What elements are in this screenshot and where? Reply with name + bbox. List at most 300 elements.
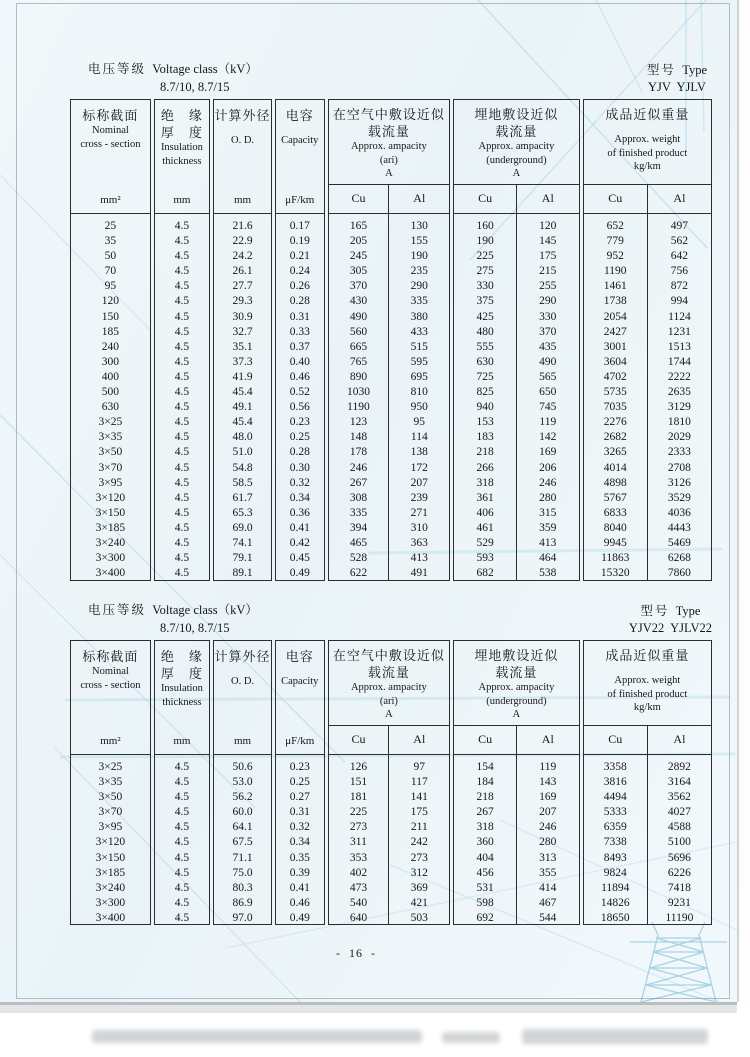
cell: 4.5 <box>174 821 190 834</box>
cell: 3265 <box>603 446 627 459</box>
cell: 3×95 <box>98 476 123 489</box>
cell: 1231 <box>667 325 691 338</box>
voltage-class-caption-1 <box>88 60 258 96</box>
cell: 45.4 <box>232 416 253 429</box>
col-capacity <box>275 99 325 581</box>
cell: 114 <box>410 431 428 444</box>
cell: 225 <box>349 806 368 819</box>
cell: 1513 <box>667 340 691 353</box>
cell: 4.5 <box>174 220 190 232</box>
cell: 120 <box>101 295 120 308</box>
cell: 994 <box>670 295 689 308</box>
cell: 169 <box>539 446 557 459</box>
type-label-zh: 型号 <box>640 604 670 618</box>
cell: 1744 <box>667 355 691 368</box>
cell: 950 <box>410 401 428 414</box>
cell: 4014 <box>603 461 627 474</box>
cell: 242 <box>410 836 428 849</box>
cell: 138 <box>410 446 428 459</box>
col-title-en: thickness <box>162 696 202 708</box>
cell: 246 <box>539 821 557 834</box>
col-header <box>276 100 324 214</box>
cell: 15320 <box>600 567 630 580</box>
cell: 271 <box>410 506 428 519</box>
cell: 239 <box>410 491 428 504</box>
cell: 3×150 <box>95 506 126 519</box>
cell: 0.32 <box>289 821 310 834</box>
subheader <box>454 185 578 213</box>
col-title-en: Nominal <box>92 125 129 136</box>
cell: 318 <box>476 821 494 834</box>
col-title-en: cross - section <box>80 138 141 150</box>
col-data <box>454 214 517 580</box>
cell: 175 <box>539 250 557 263</box>
col-od <box>213 99 272 581</box>
cell: 360 <box>476 836 494 849</box>
cell: 3358 <box>603 761 627 773</box>
cell: 64.1 <box>232 821 253 834</box>
voltage-label-en: Voltage class（kV） <box>152 62 258 76</box>
col-title-en: (underground) <box>486 695 547 707</box>
cell: 4.5 <box>174 355 190 368</box>
cell: 3164 <box>667 776 691 789</box>
cell: 4.5 <box>174 896 190 909</box>
cell: 0.25 <box>289 431 310 444</box>
col-title-zh: 标称截面 <box>82 649 139 664</box>
col-data-pair <box>329 755 450 924</box>
cell: 215 <box>539 265 557 278</box>
col-data <box>214 755 271 924</box>
cell: 95 <box>104 280 117 293</box>
col-header <box>329 641 450 755</box>
cell: 11863 <box>601 552 630 565</box>
cell: 0.41 <box>289 521 310 534</box>
cell: 3129 <box>667 401 691 414</box>
cell: 160 <box>476 220 494 232</box>
cell: 53.0 <box>232 776 253 789</box>
cell: 178 <box>349 446 368 459</box>
cell: 2427 <box>603 325 627 338</box>
cell: 24.2 <box>232 250 253 263</box>
type-caption-2 <box>629 603 712 637</box>
subcol-cu: Cu <box>584 726 648 754</box>
cell: 0.39 <box>289 866 310 879</box>
col-data <box>276 755 324 924</box>
cell: 2635 <box>667 386 691 399</box>
cell: 3529 <box>667 491 691 504</box>
cell: 560 <box>349 325 368 338</box>
cell: 4.5 <box>174 491 190 504</box>
scan-smudge <box>522 1029 708 1044</box>
subcol-cu: Cu <box>454 185 517 213</box>
col-title-en: (ari) <box>379 154 398 166</box>
col-data <box>329 755 390 924</box>
cell: 50 <box>104 250 117 263</box>
cell: 8493 <box>603 851 627 864</box>
col-title-en: of finished product <box>607 147 688 159</box>
col-weight <box>583 99 712 581</box>
col-data <box>584 755 648 924</box>
cell: 2892 <box>667 761 691 773</box>
col-data <box>71 755 150 924</box>
group-title <box>584 100 711 185</box>
group-title <box>329 641 450 726</box>
cell: 211 <box>410 821 428 834</box>
type-label-line <box>629 603 712 620</box>
cell: 37.3 <box>232 355 253 368</box>
cell: 95 <box>413 416 426 429</box>
cell: 153 <box>476 416 494 429</box>
cell: 190 <box>410 250 428 263</box>
cell: 266 <box>476 461 494 474</box>
col-title-en: Approx. ampacity <box>478 682 555 693</box>
voltage-class-line <box>88 601 258 619</box>
col-title-en: A <box>385 709 393 720</box>
cell: 363 <box>410 536 428 549</box>
col-title-zh: 成品近似重量 <box>605 107 690 122</box>
col-data <box>389 755 449 924</box>
col-title-en: A <box>512 709 521 720</box>
col-cross-section <box>70 99 151 581</box>
cell: 4.5 <box>174 776 190 789</box>
cell: 0.46 <box>289 370 310 383</box>
cell: 425 <box>476 310 494 323</box>
cell: 538 <box>539 567 557 580</box>
cell: 394 <box>349 521 368 534</box>
cell: 71.1 <box>232 851 253 864</box>
cell: 4898 <box>603 476 627 489</box>
cell: 29.3 <box>232 295 253 308</box>
subcol-cu: Cu <box>329 185 390 213</box>
cell: 74.1 <box>232 536 253 549</box>
col-data <box>517 214 579 580</box>
cell: 0.25 <box>289 776 310 789</box>
voltage-class-line <box>88 60 258 78</box>
cell: 41.9 <box>232 370 253 383</box>
cell: 4.5 <box>174 446 190 459</box>
col-title-en: kg/km <box>633 161 661 172</box>
col-title-zh: 标称截面 <box>82 108 139 123</box>
cell: 359 <box>539 521 557 534</box>
col-header <box>71 641 150 755</box>
cell: 117 <box>410 776 428 789</box>
cell: 414 <box>539 881 557 894</box>
col-title-en: Approx. ampacity <box>350 141 427 152</box>
cell: 3×35 <box>98 776 123 789</box>
cell: 4443 <box>667 521 691 534</box>
col-data <box>584 214 648 580</box>
cell: 665 <box>349 340 368 353</box>
cell: 3×400 <box>95 911 126 924</box>
cell: 0.33 <box>289 325 310 338</box>
col-title-en: Approx. weight <box>614 675 681 686</box>
col-header <box>214 641 271 755</box>
col-header <box>454 641 578 755</box>
cell: 267 <box>476 806 494 819</box>
cell: 218 <box>476 446 494 459</box>
col-unit: mm <box>173 194 191 206</box>
cell: 246 <box>539 476 557 489</box>
cell: 400 <box>101 370 120 383</box>
cell: 58.5 <box>232 476 253 489</box>
col-unit: mm <box>233 194 252 206</box>
cell: 3816 <box>603 776 627 789</box>
type-value: YJV YJLV <box>648 80 706 94</box>
cell: 555 <box>476 340 494 353</box>
cell: 4.5 <box>174 836 190 849</box>
cell: 4.5 <box>174 461 190 474</box>
cell: 3×150 <box>95 851 126 864</box>
cell: 126 <box>349 761 368 773</box>
cell: 0.26 <box>289 280 310 293</box>
cell: 312 <box>410 866 428 879</box>
cell: 4.5 <box>174 552 190 565</box>
cell: 3001 <box>603 340 627 353</box>
cell: 0.31 <box>289 806 310 819</box>
cell: 246 <box>349 461 368 474</box>
col-title-en: Capacity <box>281 135 319 146</box>
cell: 154 <box>476 761 494 773</box>
group-title <box>584 641 711 726</box>
cell: 35 <box>104 235 117 248</box>
col-title-zh: 载流量 <box>495 124 538 139</box>
cell: 4.5 <box>174 265 190 278</box>
voltage-value: 8.7/10, 8.7/15 <box>160 80 230 94</box>
cell: 5469 <box>667 536 691 549</box>
cell: 1810 <box>667 416 691 429</box>
cell: 4.5 <box>174 866 190 879</box>
cell: 235 <box>410 265 428 278</box>
cell: 695 <box>410 370 428 383</box>
cell: 540 <box>349 896 368 909</box>
cell: 491 <box>410 567 428 580</box>
cell: 22.9 <box>232 235 253 248</box>
col-title-zh: 载流量 <box>367 665 410 680</box>
spec-table-yjv <box>70 99 712 581</box>
col-header <box>454 100 578 214</box>
col-title-zh: 电容 <box>285 108 314 123</box>
col-title-zh: 载流量 <box>367 124 410 139</box>
cell: 461 <box>476 521 494 534</box>
col-header <box>329 100 450 214</box>
cell: 465 <box>349 536 368 549</box>
scan-smudge <box>442 1032 500 1043</box>
cell: 245 <box>349 250 368 263</box>
subcol-cu: Cu <box>584 185 648 213</box>
subcol-al: Al <box>413 191 426 205</box>
col-header <box>155 100 209 214</box>
cell: 70 <box>104 265 117 278</box>
cell: 6268 <box>667 552 691 565</box>
cell: 280 <box>539 491 557 504</box>
cell: 529 <box>476 536 494 549</box>
cell: 952 <box>606 250 624 263</box>
cell: 275 <box>476 265 494 278</box>
cell: 0.46 <box>289 896 310 909</box>
cell: 184 <box>476 776 494 789</box>
type-caption-1 <box>647 62 707 96</box>
cell: 8040 <box>603 521 627 534</box>
cell: 267 <box>349 476 368 489</box>
cell: 598 <box>476 896 494 909</box>
cell: 280 <box>539 836 557 849</box>
cell: 380 <box>410 310 428 323</box>
type-label-en: Type <box>675 604 701 618</box>
col-data-pair <box>329 214 450 580</box>
cell: 9945 <box>603 536 627 549</box>
cell: 7035 <box>603 401 627 414</box>
col-title-zh: 厚 度 <box>160 125 203 140</box>
cell: 3×70 <box>98 461 123 474</box>
cell: 2333 <box>667 446 691 459</box>
cell: 4027 <box>667 806 691 819</box>
voltage-class-caption-2 <box>88 601 258 637</box>
cell: 0.21 <box>289 250 310 263</box>
cell: 0.24 <box>289 265 310 278</box>
cell: 500 <box>101 386 120 399</box>
col-title-zh: 埋地敷设近似 <box>474 107 559 122</box>
cell: 3×185 <box>95 521 126 534</box>
page-shadow <box>0 1005 737 1013</box>
cell: 3×400 <box>95 567 126 580</box>
subcol-al: Al <box>541 191 554 205</box>
cell: 456 <box>476 866 494 879</box>
cell: 7338 <box>603 836 627 849</box>
cell: 0.28 <box>289 446 310 459</box>
col-title-zh: 在空气中敷设近似 <box>332 648 445 663</box>
col-header <box>584 641 711 755</box>
cell: 330 <box>476 280 494 293</box>
cell: 430 <box>349 295 368 308</box>
cell: 3×70 <box>98 806 123 819</box>
cell: 150 <box>101 310 120 323</box>
group-title <box>454 641 578 726</box>
cell: 4036 <box>667 506 691 519</box>
cell: 21.6 <box>232 220 253 232</box>
cell: 123 <box>349 416 368 429</box>
cell: 0.31 <box>289 310 310 323</box>
col-air-ampacity <box>328 99 451 581</box>
cell: 3×185 <box>95 866 126 879</box>
col-underground-ampacity <box>453 99 579 581</box>
page-edge <box>737 0 739 1002</box>
col-data-pair <box>584 755 711 924</box>
cell: 1124 <box>668 310 691 323</box>
cell: 682 <box>476 567 494 580</box>
cell: 433 <box>410 325 428 338</box>
cell: 3126 <box>667 476 691 489</box>
cell: 0.52 <box>289 386 310 399</box>
cell: 6226 <box>667 866 691 879</box>
col-title-zh: 在空气中敷设近似 <box>332 107 445 122</box>
cell: 9824 <box>603 866 627 879</box>
cell: 335 <box>410 295 428 308</box>
col-od <box>213 640 272 925</box>
cell: 2054 <box>603 310 627 323</box>
cell: 120 <box>539 220 557 232</box>
cell: 0.56 <box>289 401 310 414</box>
cell: 218 <box>476 791 494 804</box>
cell: 404 <box>476 851 494 864</box>
cell: 3562 <box>667 791 691 804</box>
col-header <box>276 641 324 755</box>
col-data-pair <box>584 214 711 580</box>
cell: 3604 <box>603 355 627 368</box>
cell: 503 <box>410 911 428 924</box>
scan-margin-bottom <box>0 1002 750 1057</box>
cell: 745 <box>539 401 557 414</box>
cell: 207 <box>539 806 557 819</box>
cell: 0.23 <box>289 416 310 429</box>
cell: 5333 <box>603 806 627 819</box>
subcol-al: Al <box>673 191 686 205</box>
group-title <box>329 100 450 185</box>
cell: 490 <box>349 310 368 323</box>
cell: 273 <box>410 851 428 864</box>
cell: 2708 <box>667 461 691 474</box>
cell: 315 <box>539 506 557 519</box>
cell: 4.5 <box>174 370 190 383</box>
subheader <box>584 185 711 213</box>
col-title-en: thickness <box>162 155 202 167</box>
col-data <box>648 755 711 924</box>
cell: 75.0 <box>232 866 253 879</box>
cell: 406 <box>476 506 494 519</box>
cell: 4.5 <box>174 521 190 534</box>
cell: 4588 <box>667 821 691 834</box>
col-data <box>517 755 579 924</box>
cell: 290 <box>410 280 428 293</box>
col-title-en: Nominal <box>92 666 129 677</box>
cell: 2222 <box>667 370 691 383</box>
cell: 318 <box>476 476 494 489</box>
cell: 183 <box>476 431 494 444</box>
cell: 48.0 <box>232 431 253 444</box>
col-title-en: Capacity <box>281 676 319 687</box>
cell: 255 <box>539 280 557 293</box>
cell: 3×120 <box>95 491 126 504</box>
cell: 25 <box>104 220 117 232</box>
cell: 273 <box>349 821 368 834</box>
cell: 49.1 <box>232 401 253 414</box>
col-unit: mm <box>173 735 191 747</box>
cell: 3×300 <box>95 552 126 565</box>
cell: 142 <box>539 431 557 444</box>
subcol-cu: Cu <box>454 726 517 754</box>
cell: 5767 <box>603 491 627 504</box>
type-label-line <box>647 62 707 79</box>
cell: 562 <box>670 235 689 248</box>
cell: 1030 <box>346 386 370 399</box>
cell: 355 <box>539 866 557 879</box>
cell: 4.5 <box>174 235 190 248</box>
scan-margin-right <box>737 0 750 1057</box>
cell: 353 <box>349 851 368 864</box>
col-data <box>276 214 324 580</box>
cell: 810 <box>410 386 428 399</box>
cell: 181 <box>349 791 368 804</box>
cell: 169 <box>539 791 557 804</box>
col-title-en: A <box>385 168 393 179</box>
subcol-cu: Cu <box>329 726 390 754</box>
cell: 2029 <box>667 431 691 444</box>
col-title-en: O. D. <box>231 135 255 146</box>
cell: 4.5 <box>174 295 190 308</box>
cell: 490 <box>539 355 557 368</box>
cell: 622 <box>349 567 368 580</box>
cell: 3×120 <box>95 836 126 849</box>
cell: 5100 <box>667 836 691 849</box>
